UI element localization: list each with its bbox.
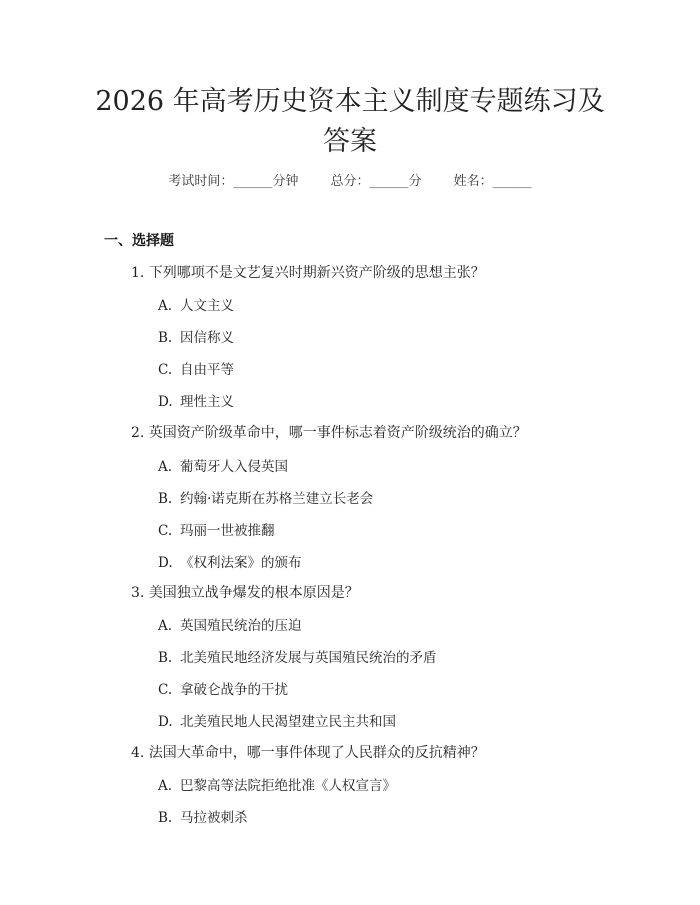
option-text: 葡萄牙人入侵英国 — [180, 459, 288, 475]
option-letter: C. — [158, 362, 173, 378]
option-text: 英国殖民统治的压迫 — [180, 618, 302, 634]
option-text: 马拉被刺杀 — [180, 810, 248, 826]
option-4a — [158, 774, 396, 794]
option-letter: B. — [158, 491, 173, 507]
option-letter: D. — [158, 555, 173, 571]
option-text: 理性主义 — [180, 394, 234, 410]
option-letter: D. — [158, 394, 173, 410]
section-heading: 一、选择题 — [104, 233, 174, 249]
option-2d — [158, 551, 302, 571]
option-text: 巴黎高等法院拒绝批准《人权宣言》 — [180, 778, 396, 794]
question-4: 4. 法国大革命中，哪一事件体现了人民群众的反抗精神？ — [131, 745, 485, 761]
option-text: 自由平等 — [180, 362, 234, 378]
option-1a — [158, 294, 234, 314]
option-letter: B. — [158, 330, 173, 346]
question-2: 2. 英国资产阶级革命中，哪一事件标志着资产阶级统治的确立？ — [131, 425, 527, 441]
option-letter: A. — [158, 778, 173, 794]
option-4b — [158, 806, 248, 826]
option-letter: C. — [158, 523, 173, 539]
option-text: 拿破仑战争的干扰 — [180, 682, 288, 698]
option-letter: A. — [158, 459, 173, 475]
option-letter: C. — [158, 682, 173, 698]
document-title: 2026 年高考历史资本主义制度专题练习及答案 — [95, 86, 605, 157]
exam-meta — [0, 170, 700, 189]
option-2c — [158, 519, 275, 539]
option-3b — [158, 646, 437, 666]
option-text: 玛丽一世被推翻 — [180, 523, 275, 539]
option-3d — [158, 710, 396, 730]
exam-time: 考试时间：______分钟 — [168, 174, 299, 189]
option-text: 约翰·诺克斯在苏格兰建立长老会 — [180, 491, 374, 507]
option-1d — [158, 390, 234, 410]
option-letter: A. — [158, 618, 173, 634]
option-letter: A. — [158, 298, 173, 314]
student-name: 姓名：______ — [453, 174, 532, 189]
option-2a — [158, 455, 288, 475]
total-score: 总分：______分 — [330, 174, 422, 189]
question-3: 3. 美国独立战争爆发的根本原因是？ — [131, 585, 359, 601]
option-text: 人文主义 — [180, 298, 234, 314]
option-letter: D. — [158, 714, 173, 730]
option-text: 《权利法案》的颁布 — [180, 555, 302, 571]
option-text: 北美殖民地经济发展与英国殖民统治的矛盾 — [180, 650, 437, 666]
option-text: 北美殖民地人民渴望建立民主共和国 — [180, 714, 396, 730]
question-1: 1. 下列哪项不是文艺复兴时期新兴资产阶级的思想主张？ — [131, 265, 485, 281]
option-3a — [158, 614, 302, 634]
option-letter: B. — [158, 810, 173, 826]
option-text: 因信称义 — [180, 330, 234, 346]
option-1c — [158, 358, 234, 378]
option-2b — [158, 487, 373, 507]
option-letter: B. — [158, 650, 173, 666]
option-1b — [158, 326, 234, 346]
option-3c — [158, 678, 288, 698]
